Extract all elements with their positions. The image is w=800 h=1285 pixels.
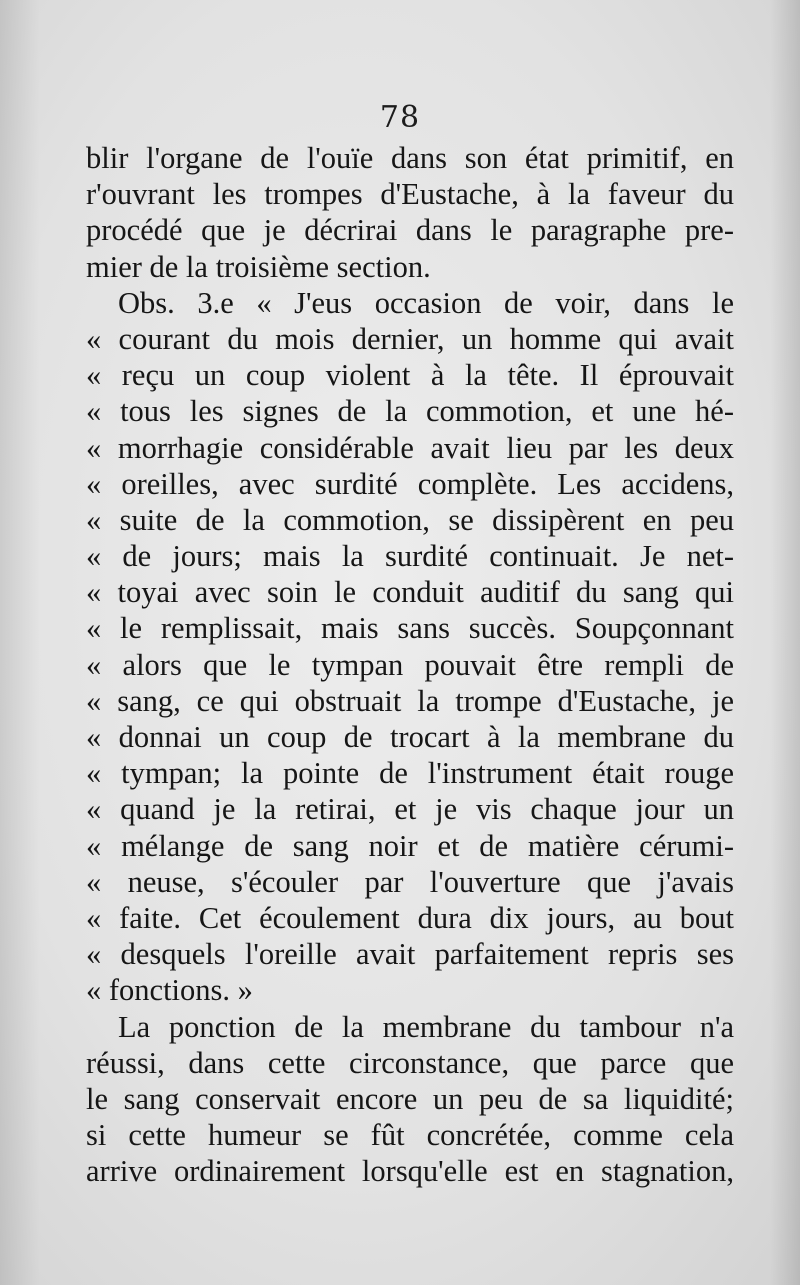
text-line: réussi, dans cette circonstance, que parce que — [86, 1045, 734, 1080]
text-line: « le remplissait, mais sans succès. Soupçonnant — [86, 611, 734, 646]
text-line: « suite de la commotion, se dissipèrent en peu — [86, 502, 734, 537]
text-line: si cette humeur se fût concrétée, comme cela — [86, 1118, 734, 1153]
page-number: 78 — [379, 100, 421, 135]
text-line: le sang conservait encore un peu de sa liquidité; — [86, 1081, 734, 1116]
text-line: « sang, ce qui obstruait la trompe d'Eustache, je — [86, 683, 734, 718]
text-line: « tous les signes de la commotion, et une hé- — [86, 394, 734, 429]
text-line: « faite. Cet écoulement dura dix jours, au bout — [86, 900, 734, 935]
text-line: « morrhagie considérable avait lieu par les deux — [86, 430, 734, 465]
text-line: « mélange de sang noir et de matière cérumi- — [86, 828, 734, 863]
text-line: mier de la troisième section. — [86, 249, 431, 284]
text-line: arrive ordinairement lorsqu'elle est en stagnation, — [86, 1154, 734, 1189]
text-line: « de jours; mais la surdité continuait. Je net- — [86, 539, 734, 574]
text-line: « toyai avec soin le conduit auditif du sang qui — [86, 575, 734, 610]
text-line: « quand je la retirai, et je vis chaque jour un — [86, 792, 734, 827]
text-line: procédé que je décrirai dans le paragraphe pre- — [86, 213, 734, 248]
text-line: r'ouvrant les trompes d'Eustache, à la faveur du — [86, 177, 734, 212]
text-line: « desquels l'oreille avait parfaitement repris ses — [86, 937, 734, 972]
page-text — [86, 140, 734, 1189]
text-line: « oreilles, avec surdité complète. Les accidens, — [86, 466, 734, 501]
text-line: « alors que le tympan pouvait être rempli de — [86, 647, 734, 682]
text-line: « reçu un coup violent à la tête. Il éprouvait — [86, 358, 734, 393]
observation-heading-line: Obs. 3.e « J'eus occasion de voir, dans le — [118, 285, 734, 320]
text-line: « tympan; la pointe de l'instrument était rouge — [86, 756, 734, 791]
text-line: La ponction de la membrane du tambour n'a — [118, 1009, 734, 1044]
text-line: « fonctions. » — [86, 973, 253, 1008]
text-line: « neuse, s'écouler par l'ouverture que j'avais — [86, 864, 734, 899]
text-line: « courant du mois dernier, un homme qui avait — [86, 321, 734, 356]
text-line: blir l'organe de l'ouïe dans son état primitif, en — [86, 141, 734, 175]
text-line: « donnai un coup de trocart à la membrane du — [86, 720, 734, 754]
